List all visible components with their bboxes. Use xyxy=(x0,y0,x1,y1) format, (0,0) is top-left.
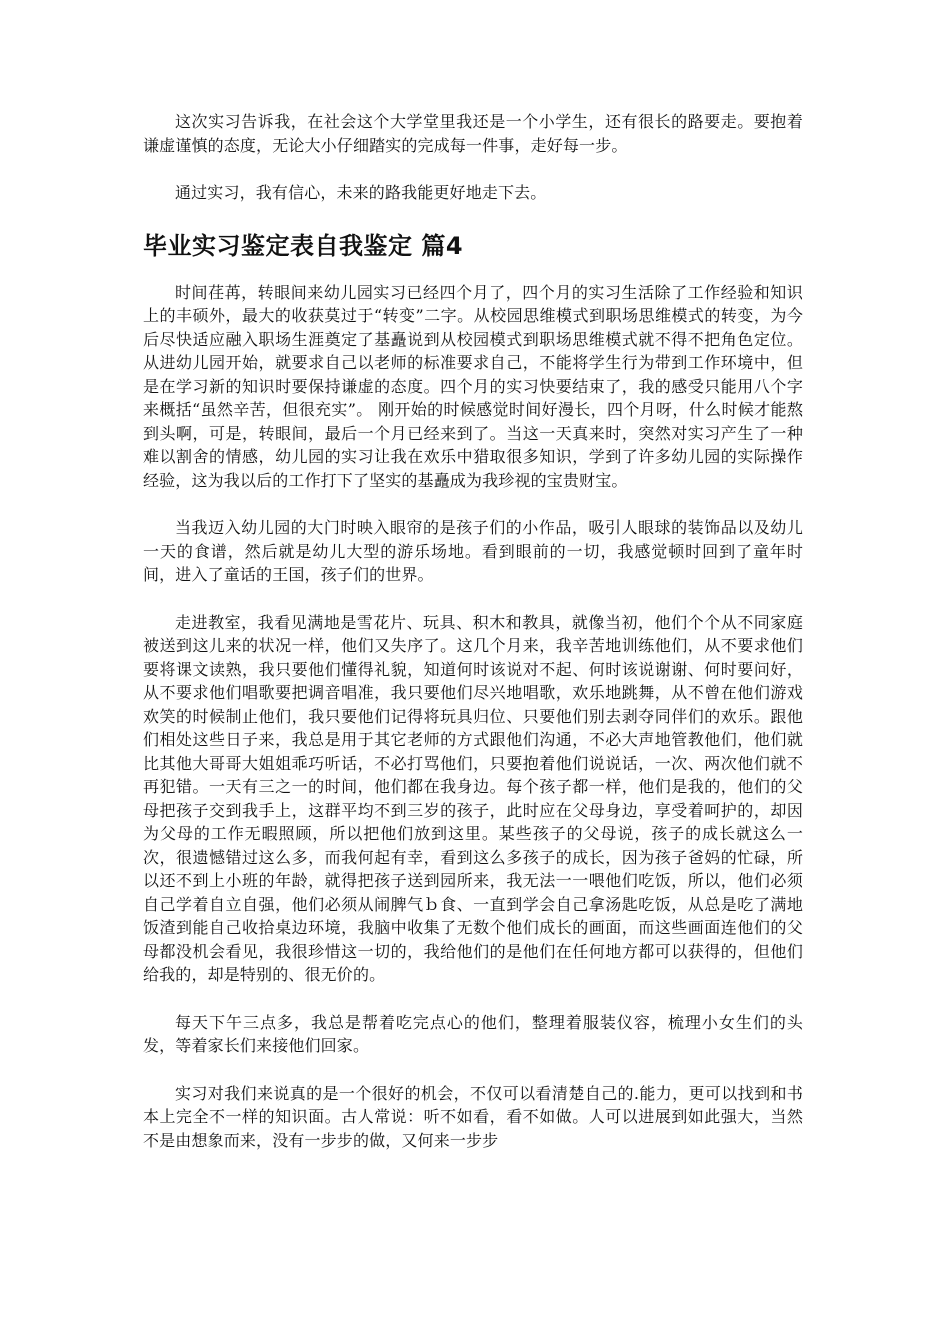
document-body xyxy=(143,110,803,1176)
paragraph-afternoon: 每天下午三点多，我总是帮着吃完点心的他们，整理着服装仪容，梳理小女生们的头发，等着家长们来接他们回家。 xyxy=(143,1012,803,1055)
paragraph-time-flies: 时间荏苒，转眼间来幼儿园实习已经四个月了，四个月的实习生活除了工作经验和知识上的丰硕外，最大的收获莫过于“转变”二字。从校园思维模式到职场思维模式的转变，为今后尽快适应融入职场生涯奠定了基矗说到从校园模式到职场思维模式就不得不把角色定位。从进幼儿园开始，就要求自己以老师的标准要求自己，不能将学生行为带到工作环境中，但是在学习新的知识时要保持谦虚的态度。四个月的实习快要结束了，我的感受只能用八个字来概括“虽然辛苦，但很充实”。 刚开始的时候感觉时间好漫长，四个月呀，什么时候才能熬到头啊，可是，转眼间，最后一个月已经来到了。当这一天真来时，突然对实习产生了一种难以割舍的情感，幼儿园的实习让我在欢乐中猎取很多知识，学到了许多幼儿园的实际操作经验，这为我以后的工作打下了坚实的基矗成为我珍视的宝贵财宝。 xyxy=(143,282,803,490)
paragraph-classroom: 走进教室，我看见满地是雪花片、玩具、积木和教具，就像当初，他们个个从不同家庭被送到这儿来的状况一样，他们又失序了。这几个月来，我辛苦地训练他们，从不要求他们要将课文读熟，我只要他们懂得礼貌，知道何时该说对不起、何时该说谢谢、何时要问好，从不要求他们唱歌要把调音唱准，我只要他们尽兴地唱歌，欢乐地跳舞，从不曾在他们游戏欢笑的时候制止他们，我只要他们记得将玩具归位、只要他们别去剥夺同伴们的欢乐。跟他们相处这些日子来，我总是用于其它老师的方式跟他们沟通，不必大声地管教他们，他们就比其他大哥哥大姐姐乖巧听话，不必打骂他们，只要抱着他们说说话，一次、两次他们就不再犯错。一天有三之一的时间，他们都在我身边。每个孩子都一样，他们是我的，他们的父母把孩子交到我手上，这群平均不到三岁的孩子，此时应在父母身边，享受着呵护的，却因为父母的工作无暇照顾，所以把他们放到这里。某些孩子的父母说，孩子的成长就这么一次，很遗憾错过这么多，而我何起有幸，看到这么多孩子的成长，因为孩子爸妈的忙碌，所以还不到上小班的年龄，就得把孩子送到园所来，我无法一一喂他们吃饭，所以，他们必须自己学着自立自强，他们必须从闹脾气ｂ食、一直到学会自己拿汤匙吃饭，从总是吃了满地饭渣到能自己收拾桌边环境，我脑中收集了无数个他们成长的画面，而这些画面连他们的父母都没机会看见，我很珍惜这一切的，我给他们的是他们在任何地方都可以获得的，但他们给我的，却是特别的、很无价的。 xyxy=(143,612,803,984)
paragraph-internship-lesson: 这次实习告诉我，在社会这个大学堂里我还是一个小学生，还有很长的路要走。要抱着谦虚谨慎的态度，无论大小仔细踏实的完成每一件事，走好每一步。 xyxy=(143,112,803,155)
paragraph-confidence: 通过实习，我有信心，未来的路我能更好地走下去。 xyxy=(175,183,547,202)
section-heading: 毕业实习鉴定表自我鉴定 篇4 xyxy=(143,231,464,260)
paragraph-entering-kindergarten: 当我迈入幼儿园的大门时映入眼帘的是孩子们的小作品，吸引人眼球的装饰品以及幼儿一天的食谱，然后就是幼儿大型的游乐场地。看到眼前的一切，我感觉顿时回到了童年时间，进入了童话的王国，孩子们的世界。 xyxy=(143,518,803,584)
paragraph-opportunity: 实习对我们来说真的是一个很好的机会，不仅可以看清楚自己的.能力，更可以找到和书本上完全不一样的知识面。古人常说：听不如看，看不如做。人可以进展到如此强大，当然不是由想象而来，没有一步步的做，又何来一步步 xyxy=(143,1083,803,1150)
